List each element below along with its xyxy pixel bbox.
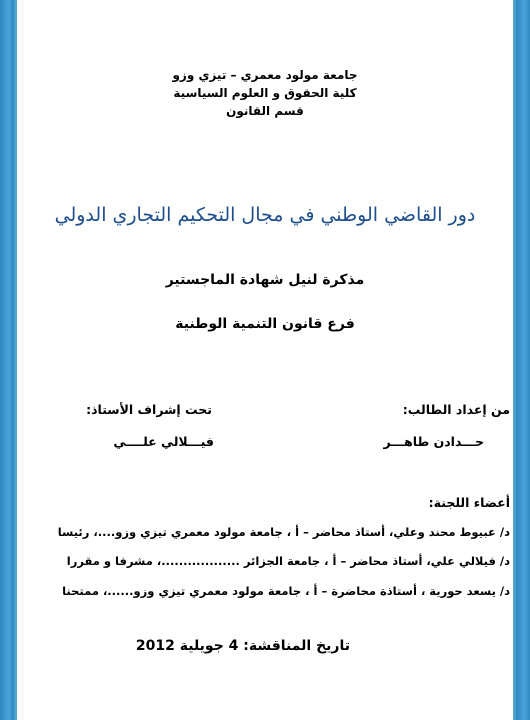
prepared-by-label: من إعداد الطالب: (402, 402, 510, 417)
left-border-band (0, 0, 14, 720)
faculty-name: كلية الحقوق و العلوم السياسية (173, 86, 357, 100)
thesis-title: دور القاضي الوطني في مجال التحكيم التجاري الدولي (54, 204, 476, 226)
university-name: جامعة مولود معمري – تيزي وزو (172, 68, 358, 82)
supervisor-name: فيـــلالي علــــي (113, 434, 214, 449)
supervisor-label: تحت إشراف الأستاذ: (86, 402, 212, 417)
department-name: قسم القانون (226, 104, 304, 118)
committee-member-2: د/ فيلالي علي، أستاذ محاضر – أ ، جامعة الجزائر ..................، مشرفا و مقررا (66, 554, 510, 568)
degree-line: مذكرة لنيل شهادة الماجستير (165, 272, 365, 288)
committee-member-1: د/ عبيوط محند وعلي، أستاذ محاضر – أ ، جامعة مولود معمري تيزي وزو....، رئيسا (57, 525, 510, 539)
committee-label: أعضاء اللجنة: (428, 495, 510, 510)
student-name: حـــدادن طاهـــر (383, 434, 484, 449)
branch-line: فرع قانون التنمية الوطنية (175, 316, 355, 332)
defense-date: تاريخ المناقشة: 4 جويلية 2012 (135, 638, 350, 654)
committee-member-3: د/ يسعد حورية ، أستاذة محاضرة – أ ، جامعة مولود معمري تيزي وزو......، ممتحنا (62, 584, 510, 598)
document-page (20, 0, 510, 720)
right-border-band (516, 0, 530, 720)
